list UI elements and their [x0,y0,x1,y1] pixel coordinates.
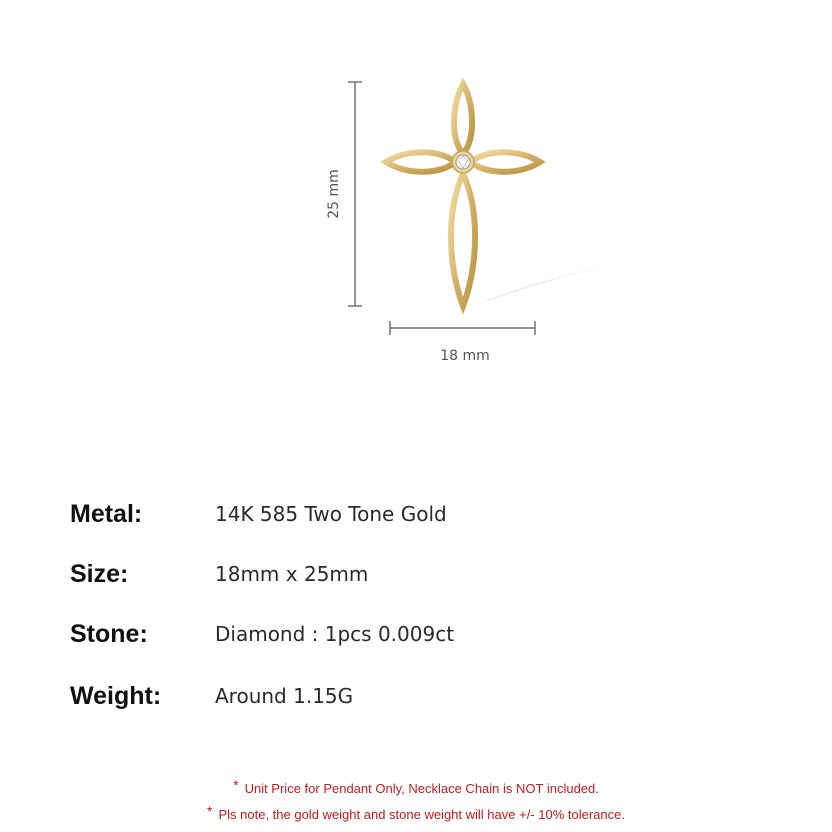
pendant-shadow [475,258,640,305]
asterisk-icon: * [233,777,239,793]
stone-label: Stone: [70,620,148,648]
note-text-2: Pls note, the gold weight and stone weight will have +/- 10% tolerance. [218,807,625,822]
width-label: 18 mm [440,348,490,364]
weight-label: Weight: [70,682,162,710]
metal-label: Metal: [70,500,143,528]
asterisk-icon: * [207,803,213,819]
spec-row-size [70,560,790,604]
height-label: 25 mm [326,169,342,219]
height-dimension-line [348,82,362,306]
spec-row-stone [70,620,790,664]
spec-row-weight [70,682,790,726]
size-value: 18mm x 25mm [215,562,369,586]
stone-value: Diamond : 1pcs 0.009ct [215,622,455,646]
size-label: Size: [70,560,129,588]
note-chain-not-included [0,777,832,796]
diamond-stone [456,155,470,169]
note-text-1: Unit Price for Pendant Only, Necklace Chain is NOT included. [244,781,599,796]
note-weight-tolerance [0,803,832,822]
weight-value: Around 1.15G [215,684,354,708]
pendant-diagram [300,70,660,390]
width-dimension-line [390,321,535,335]
metal-value: 14K 585 Two Tone Gold [215,502,447,526]
product-figure [300,70,660,390]
spec-row-metal [70,500,790,544]
cross-pendant [386,84,540,306]
